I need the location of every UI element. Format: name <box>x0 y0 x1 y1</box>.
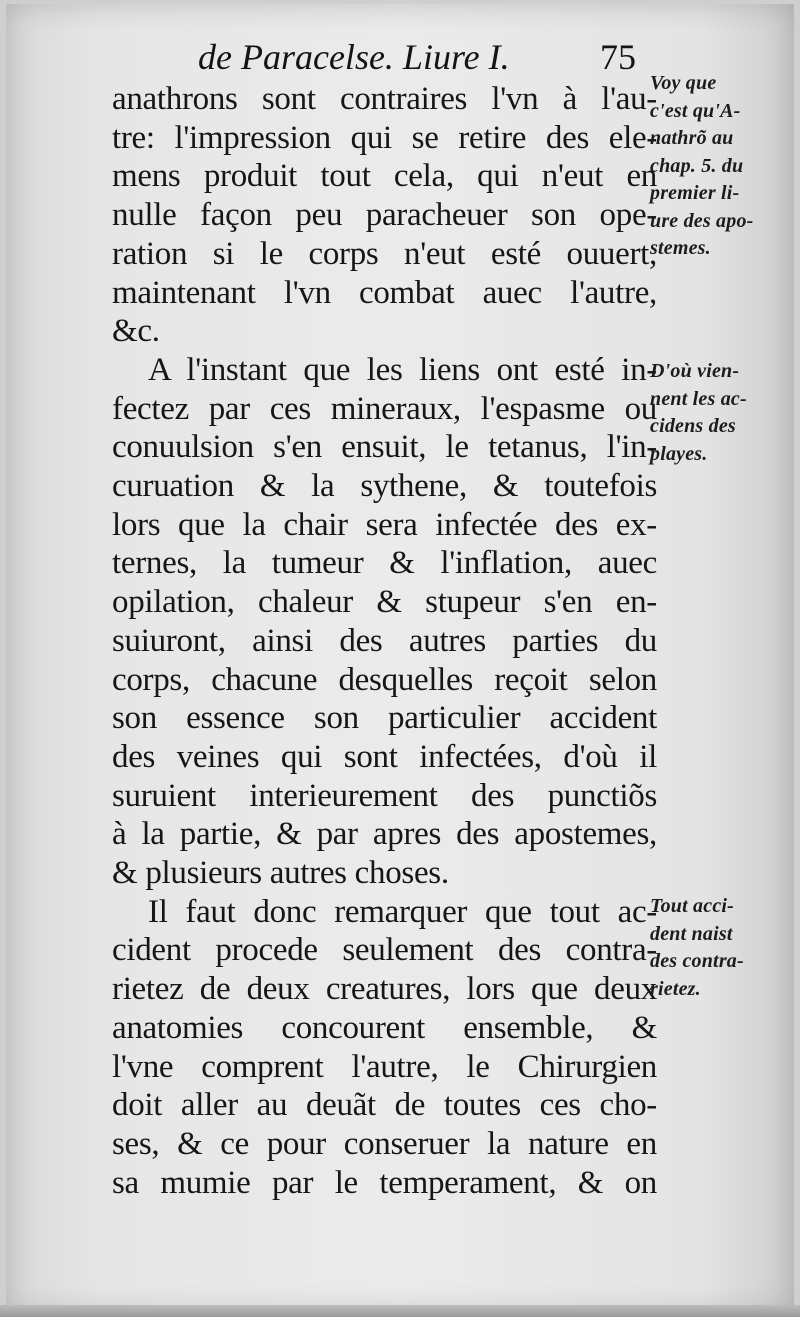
text-line: A l'instant que les liens ont esté in- <box>148 351 657 388</box>
text-line: cident procede seulement des contra- <box>112 932 657 969</box>
margin-note-line: rietez. <box>650 977 701 1000</box>
text-line: Il faut donc remarquer que tout ac- <box>148 893 657 930</box>
text-line: des veines qui sont infectées, d'où il <box>112 738 657 775</box>
text-line: tre: l'impression qui se retire des ele- <box>112 119 657 156</box>
text-line: l'vne comprent l'autre, le Chirurgien <box>112 1048 657 1085</box>
margin-note-line: Voy que <box>650 72 717 94</box>
text-line: anatomies concourent ensemble, & <box>112 1009 657 1046</box>
text-line: conuulsion s'en ensuit, le tetanus, l'in- <box>112 429 657 466</box>
margin-note-line: chap. 5. du <box>650 154 744 177</box>
margin-note-line: stemes. <box>650 237 711 259</box>
text-line: doit aller au deuãt de toutes ces cho- <box>112 1087 657 1124</box>
text-line: suruient interieurement des punctiõs <box>112 777 657 814</box>
text-line: mens produit tout cela, qui n'eut en <box>112 158 657 195</box>
margin-note-line: premier li- <box>650 182 740 204</box>
page-number: 75 <box>600 37 636 77</box>
text-line: corps, chacune desquelles reçoit selon <box>112 661 657 698</box>
margin-note-line: dent naist <box>650 922 733 945</box>
text-line: à la partie, & par apres des apostemes, <box>112 816 657 853</box>
text-line: fectez par ces mineraux, l'espasme ou <box>112 390 657 427</box>
text-line: ternes, la tumeur & l'inflation, auec <box>112 545 657 582</box>
margin-note-accidents <box>650 358 790 468</box>
text-line: curuation & la sythene, & toutefois <box>112 468 657 505</box>
margin-note-line: ure des apo- <box>650 209 754 232</box>
running-header <box>198 34 648 80</box>
margin-note-line: Tout acci- <box>650 895 735 917</box>
text-line: rietez de deux creatures, lors que deux <box>112 971 657 1008</box>
text-line: ses, & ce pour conseruer la nature en <box>112 1125 657 1162</box>
margin-note-line: nathrõ au <box>650 127 734 149</box>
margin-note-line: c'est qu'A- <box>650 99 741 122</box>
margin-note-line: nent les ac- <box>650 387 747 410</box>
running-title: de Paracelse. Liure I. <box>198 37 510 77</box>
text-line: & plusieurs autres choses. <box>112 855 449 892</box>
margin-note-line: D'où vien- <box>650 360 740 382</box>
margin-note-anathron <box>650 70 790 263</box>
text-line: lors que la chair sera infectée des ex- <box>112 506 657 543</box>
main-text-block <box>112 80 657 1202</box>
margin-note-line: cidens des <box>650 415 736 437</box>
text-line: ration si le corps n'eut esté ouuert, <box>112 235 657 272</box>
margin-note-line: playes. <box>650 442 708 465</box>
text-line: maintenant l'vn combat auec l'autre, <box>112 274 657 311</box>
text-line: opilation, chaleur & stupeur s'en en- <box>112 584 657 621</box>
margin-note-contrarietez <box>650 893 790 1003</box>
text-line: suiuront, ainsi des autres parties du <box>112 622 657 659</box>
margin-note-line: des contra- <box>650 950 744 972</box>
text-line: son essence son particulier accident <box>112 700 657 737</box>
text-line: nulle façon peu paracheuer son ope- <box>112 197 657 234</box>
text-line: sa mumie par le temperament, & on <box>112 1164 657 1201</box>
page-edge-shadow <box>0 1305 800 1317</box>
text-line: &c. <box>112 313 160 350</box>
text-line: anathrons sont contraires l'vn à l'au- <box>112 81 657 117</box>
